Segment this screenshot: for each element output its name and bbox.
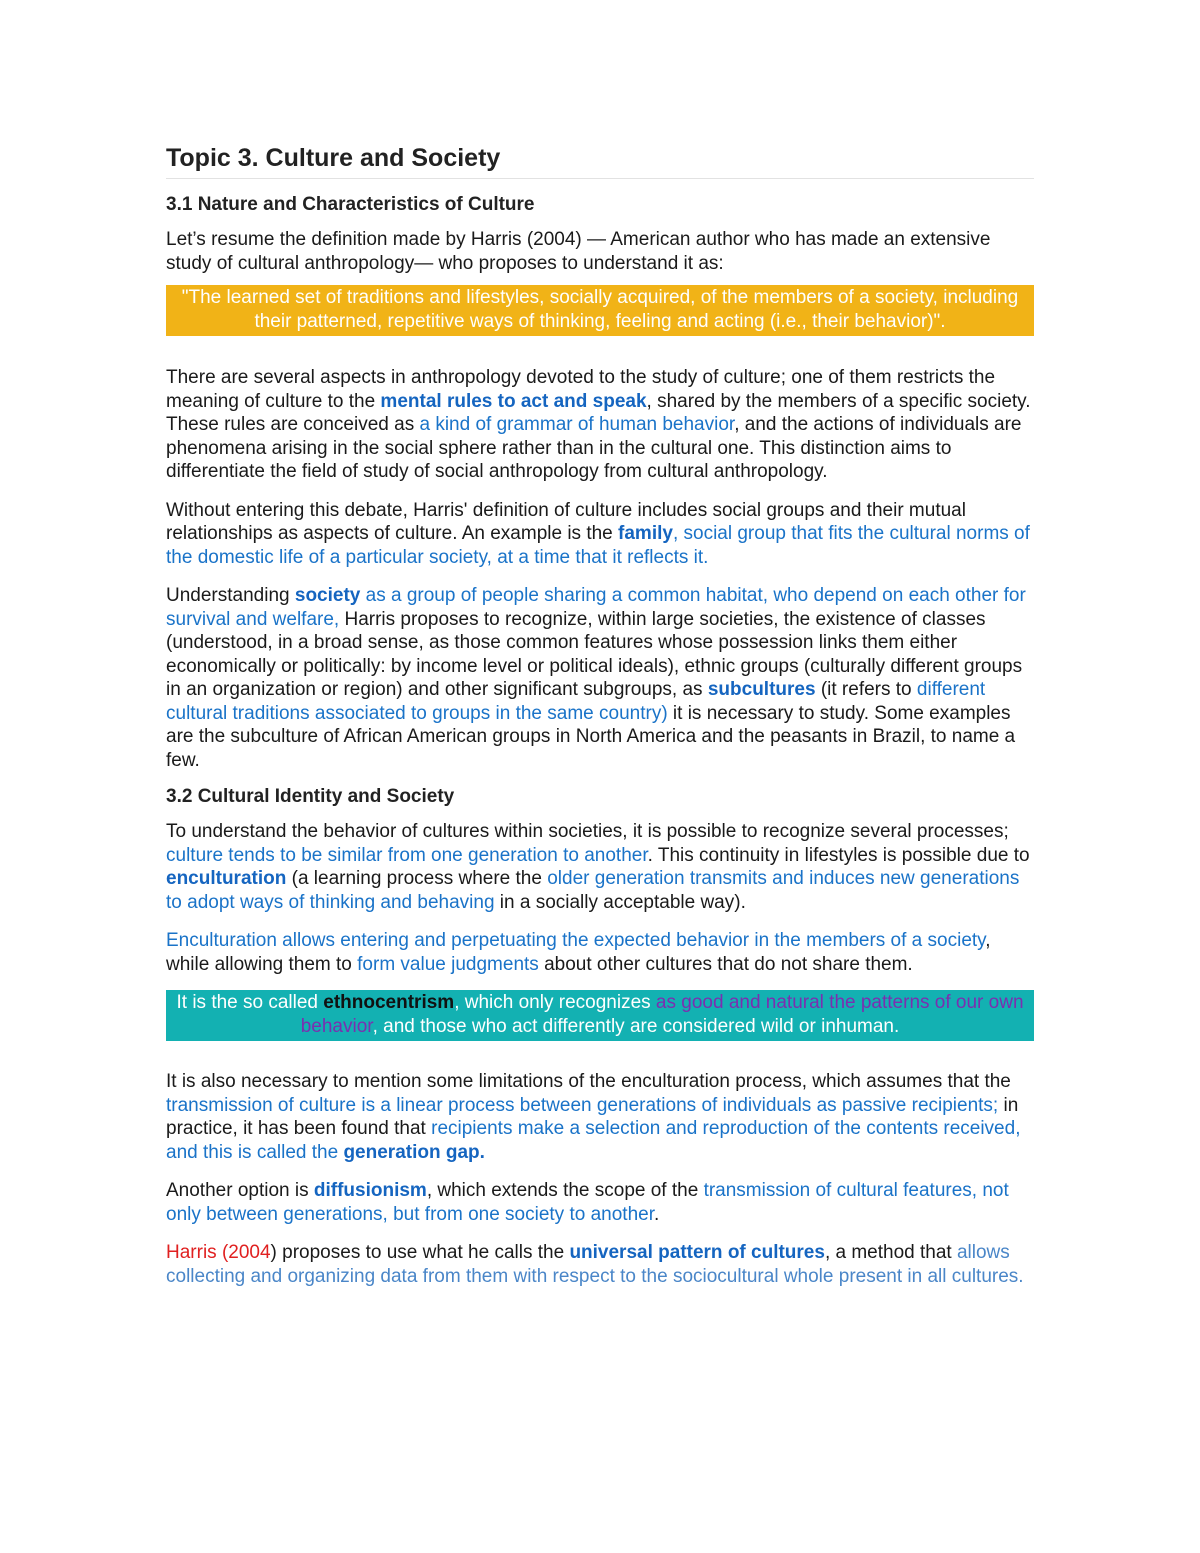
- term-universal-pattern: universal pattern of cultures: [569, 1242, 825, 1263]
- highlight-enculturation-allows: Enculturation allows entering and perpetuating the expected behavior in the members of a society: [166, 930, 986, 951]
- term-subcultures: subcultures: [707, 679, 816, 700]
- section-heading-3-2: 3.2 Cultural Identity and Society: [166, 786, 455, 807]
- quote-box: "The learned set of traditions and lifestyles, socially acquired, of the members of a society, including their patterned, repetitive ways of thinking, feeling and acting (i.e., their behavior)".: [166, 285, 1034, 336]
- term-mental-rules: mental rules to act and speak: [380, 390, 647, 412]
- highlight-grammar: a kind of grammar of human behavior: [419, 414, 735, 435]
- highlight-subculture-def: different cultural traditions associated to groups in the same country): [166, 679, 986, 724]
- paragraph-aspects: There are several aspects in anthropology devoted to the study of culture; one of them restricts the meaning of culture to the mental rules to act and speak, shared by the members of a specific society. These rules are conceived as a kind of grammar of human behavior, and the actions of individuals are phenomena arising in the social sphere rather than in the cultural one. This distinction aims to differentiate the field of study of social anthropology from cultural anthropology.: [166, 367, 1031, 482]
- highlight-society-def: as a group of people sharing a common habitat, who depend on each other for survival and welfare,: [166, 585, 1026, 630]
- term-ethnocentrism: ethnocentrism: [323, 992, 455, 1013]
- highlight-own-behavior: as good and natural the patterns of our own behavior: [300, 992, 1024, 1037]
- paragraph-limitations: It is also necessary to mention some limitations of the enculturation process, which assumes that the transmission of culture is a linear process between generations of individuals as passive recipients; in practice, it has been found that recipients make a selection and reproduction of the contents received, and this is called the generation gap.: [166, 1071, 1021, 1163]
- citation-harris: Harris (2004: [166, 1242, 271, 1263]
- paragraph-society: Understanding society as a group of people sharing a common habitat, who depend on each other for survival and welfare, Harris proposes to recognize, within large societies, the existence of classes (understood, in a broad sense, as those common features whose possession links them either economically or politically: by income level or political ideals), ethnic groups (culturally different groups in an organization or region) and other significant subgroups, as subcultures (it refers to different cultural traditions associated to groups in the same country) it is necessary to study. Some examples are the subculture of African American groups in North America and the peasants in Brazil, to name a few.: [166, 585, 1026, 771]
- term-enculturation: enculturation: [166, 868, 287, 889]
- highlight-recipients: recipients make a selection and reproduction of the contents received, and this is called the: [166, 1118, 1021, 1163]
- term-generation-gap: generation gap.: [343, 1141, 485, 1163]
- paragraph-perpetuating: Enculturation allows entering and perpetuating the expected behavior in the members of a society, while allowing them to form value judgments about other cultures that do not share them.: [166, 930, 991, 975]
- highlight-older-generation: older generation transmits and induces new generations to adopt ways of thinking and behaving: [166, 868, 1020, 913]
- section-heading-3-1: 3.1 Nature and Characteristics of Culture: [166, 194, 535, 215]
- highlight-collecting-data: allows collecting and organizing data from them with respect to the sociocultural whole present in all cultures.: [166, 1242, 1024, 1287]
- page-title: Topic 3. Culture and Society: [166, 142, 1034, 179]
- highlight-linear-process: transmission of culture is a linear process between generations of individuals as passive recipients;: [166, 1094, 999, 1116]
- term-diffusionism: diffusionism: [313, 1180, 427, 1201]
- paragraph-enculturation: To understand the behavior of cultures within societies, it is possible to recognize several processes; culture tends to be similar from one generation to another. This continuity in lifestyles is possible due to enculturation (a learning process where the older generation transmits and induces new generations to adopt ways of thinking and behaving in a socially acceptable way).: [166, 821, 1030, 913]
- paragraph-intro: Let’s resume the definition made by Harris (2004) — American author who has made an extensive study of cultural anthropology— who proposes to understand it as:: [166, 229, 991, 274]
- highlight-value-judgments: form value judgments: [357, 953, 539, 975]
- paragraph-universal-pattern: Harris (2004) proposes to use what he calls the universal pattern of cultures, a method that allows collecting and organizing data from them with respect to the sociocultural whole present in all cultures.: [166, 1242, 1024, 1287]
- highlight-family-def: , social group that fits the cultural norms of the domestic life of a particular society, at a time that it reflects it.: [166, 523, 1030, 568]
- document-body: [166, 142, 1034, 1288]
- highlight-similar: culture tends to be similar from one generation to another: [166, 844, 648, 866]
- term-society: society: [294, 585, 361, 606]
- highlight-transmission: transmission of cultural features, not only between generations, but from one society to another: [166, 1180, 1009, 1225]
- ethnocentrism-box: It is the so called ethnocentrism, which only recognizes as good and natural the patterns of our own behavior, and those who act differently are considered wild or inhuman.: [166, 990, 1034, 1041]
- paragraph-diffusionism: Another option is diffusionism, which extends the scope of the transmission of cultural features, not only between generations, but from one society to another.: [166, 1180, 1009, 1225]
- paragraph-family: Without entering this debate, Harris' definition of culture includes social groups and their mutual relationships as aspects of culture. An example is the family, social group that fits the cultural norms of the domestic life of a particular society, at a time that it reflects it.: [166, 499, 1030, 568]
- term-family: family: [618, 523, 673, 544]
